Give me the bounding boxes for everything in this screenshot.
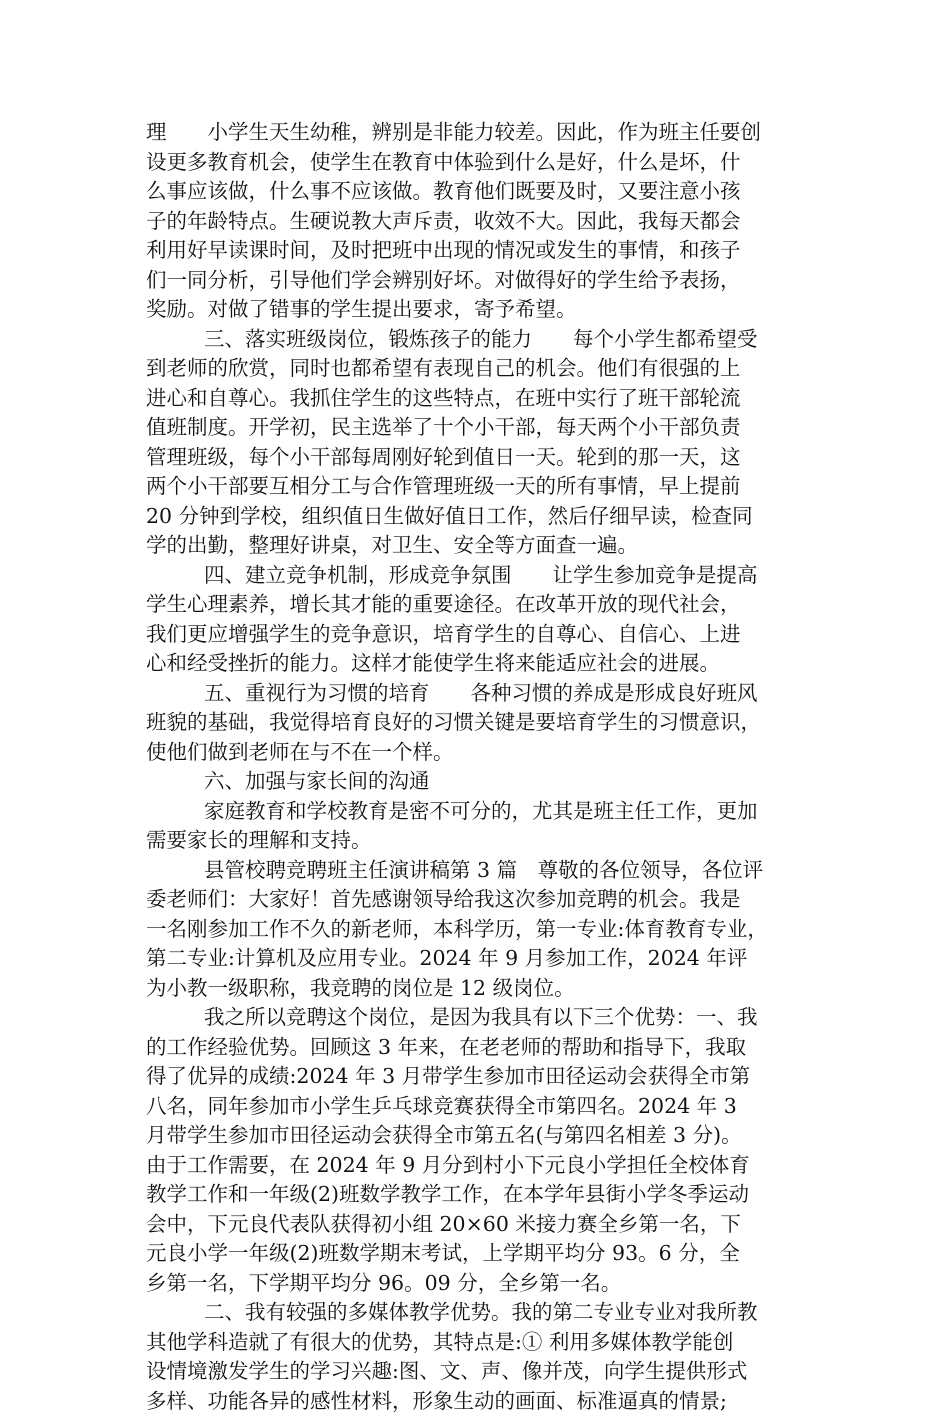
- text-line: 们一同分析，引导他们学会辨别好坏。对做得好的学生给予表扬，: [146, 266, 810, 296]
- text-line: 二、我有较强的多媒体教学优势。我的第二专业专业对我所教: [146, 1298, 810, 1328]
- text-line: 么事应该做，什么事不应该做。教育他们既要及时，又要注意小孩: [146, 177, 810, 207]
- text-line: 第二专业:计算机及应用专业。2024 年 9 月参加工作，2024 年评: [146, 944, 810, 974]
- text-line: 学的出勤，整理好讲桌，对卫生、安全等方面查一遍。: [146, 531, 810, 561]
- text-line: 我之所以竞聘这个岗位，是因为我具有以下三个优势：一、我: [146, 1003, 810, 1033]
- text-line: 元良小学一年级(2)班数学期末考试，上学期平均分 93。6 分，全: [146, 1239, 810, 1269]
- text-line: 四、建立竞争机制，形成竞争氛围 让学生参加竞争是提高: [146, 561, 810, 591]
- text-line: 管理班级，每个小干部每周刚好轮到值日一天。轮到的那一天，这: [146, 443, 810, 473]
- text-line: 得了优异的成绩:2024 年 3 月带学生参加市田径运动会获得全市第: [146, 1062, 810, 1092]
- text-line: 会中，下元良代表队获得初小组 20×60 米接力赛全乡第一名，下: [146, 1210, 810, 1240]
- text-line: 其他学科造就了有很大的优势，其特点是:① 利用多媒体教学能创: [146, 1328, 810, 1358]
- text-line: 委老师们：大家好！首先感谢领导给我这次参加竞聘的机会。我是: [146, 885, 810, 915]
- text-line: 三、落实班级岗位，锻炼孩子的能力 每个小学生都希望受: [146, 325, 810, 355]
- text-line: 子的年龄特点。生硬说教大声斥责，收效不大。因此，我每天都会: [146, 207, 810, 237]
- text-line: 家庭教育和学校教育是密不可分的，尤其是班主任工作，更加: [146, 797, 810, 827]
- text-line: 由于工作需要，在 2024 年 9 月分到村小下元良小学担任全校体育: [146, 1151, 810, 1181]
- text-line: 八名，同年参加市小学生乒乓球竞赛获得全市第四名。2024 年 3: [146, 1092, 810, 1122]
- text-line: 教学工作和一年级(2)班数学教学工作，在本学年县街小学冬季运动: [146, 1180, 810, 1210]
- text-line: 五、重视行为习惯的培育 各种习惯的养成是形成良好班风: [146, 679, 810, 709]
- text-line: 为小教一级职称，我竞聘的岗位是 12 级岗位。: [146, 974, 810, 1004]
- text-line: 一名刚参加工作不久的新老师，本科学历，第一专业:体育教育专业，: [146, 915, 810, 945]
- text-line: 两个小干部要互相分工与合作管理班级一天的所有事情，早上提前: [146, 472, 810, 502]
- text-line: 月带学生参加市田径运动会获得全市第五名(与第四名相差 3 分)。: [146, 1121, 810, 1151]
- text-line: 奖励。对做了错事的学生提出要求，寄予希望。: [146, 295, 810, 325]
- text-line: 使他们做到老师在与不在一个样。: [146, 738, 810, 768]
- text-line: 设情境激发学生的学习兴趣:图、文、声、像并茂，向学生提供形式: [146, 1357, 810, 1387]
- text-line: 的工作经验优势。回顾这 3 年来，在老老师的帮助和指导下，我取: [146, 1033, 810, 1063]
- text-line: 理 小学生天生幼稚，辨别是非能力较差。因此，作为班主任要创: [146, 118, 810, 148]
- text-line: 乡第一名，下学期平均分 96。09 分，全乡第一名。: [146, 1269, 810, 1299]
- text-line: 心和经受挫折的能力。这样才能使学生将来能适应社会的进展。: [146, 649, 810, 679]
- text-line: 利用好早读课时间，及时把班中出现的情况或发生的事情，和孩子: [146, 236, 810, 266]
- text-line: 值班制度。开学初，民主选举了十个小干部，每天两个小干部负责: [146, 413, 810, 443]
- text-line: 需要家长的理解和支持。: [146, 826, 810, 856]
- text-line: 进心和自尊心。我抓住学生的这些特点，在班中实行了班干部轮流: [146, 384, 810, 414]
- text-line: 设更多教育机会，使学生在教育中体验到什么是好，什么是坏，什: [146, 148, 810, 178]
- text-line: 学生心理素养，增长其才能的重要途径。在改革开放的现代社会，: [146, 590, 810, 620]
- text-line: 到老师的欣赏，同时也都希望有表现自己的机会。他们有很强的上: [146, 354, 810, 384]
- text-line: 班貌的基础，我觉得培育良好的习惯关键是要培育学生的习惯意识，: [146, 708, 810, 738]
- text-line: 我们更应增强学生的竞争意识，培育学生的自尊心、自信心、上进: [146, 620, 810, 650]
- document-body: [146, 118, 810, 1416]
- text-line: 多样、功能各异的感性材料，形象生动的画面、标准逼真的情景;: [146, 1387, 810, 1416]
- text-line: 县管校聘竞聘班主任演讲稿第 3 篇 尊敬的各位领导，各位评: [146, 856, 810, 886]
- text-line: 20 分钟到学校，组织值日生做好值日工作，然后仔细早读，检查同: [146, 502, 810, 532]
- text-line: 六、加强与家长间的沟通: [146, 767, 810, 797]
